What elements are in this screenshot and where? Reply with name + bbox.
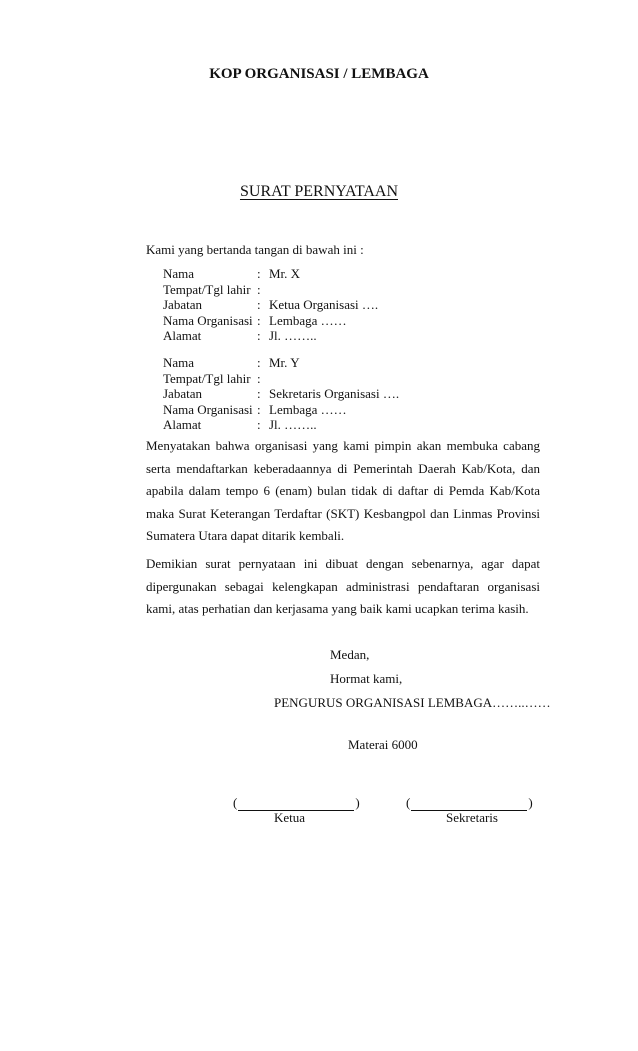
identity-value: Lembaga …… (269, 312, 347, 328)
identity-label: Alamat (163, 417, 202, 433)
identity-row (163, 371, 399, 387)
document-title-text: SURAT PERNYATAAN (239, 183, 398, 200)
identity-row (163, 355, 399, 371)
identity-colon: : (257, 297, 261, 313)
letterhead-placeholder: KOP ORGANISASI / LEMBAGA (209, 66, 429, 82)
identity-label: Nama Organisasi (163, 312, 253, 328)
ketua-label: Ketua (274, 810, 306, 825)
signature-organization: PENGURUS ORGANISASI LEMBAGA……..…… (274, 695, 551, 710)
signature-place: Medan, (330, 647, 370, 662)
ketua-signature-line (233, 795, 360, 811)
identity-label: Nama Organisasi (163, 401, 253, 417)
sekretaris-signature-line (406, 795, 533, 811)
identity-block-1 (163, 266, 378, 344)
identity-colon: : (257, 266, 261, 281)
identity-row (163, 313, 378, 329)
identity-value: Lembaga …… (269, 401, 347, 417)
intro-text: Kami yang bertanda tangan di bawah ini : (146, 242, 364, 257)
open-bracket: ( (233, 795, 238, 810)
identity-value: Mr. Y (269, 355, 300, 370)
identity-value: Mr. X (269, 266, 301, 281)
identity-colon: : (257, 401, 261, 417)
open-bracket: ( (406, 795, 411, 810)
identity-value: Jl. …….. (269, 417, 317, 433)
signature-regards: Hormat kami, (330, 671, 403, 686)
identity-row (163, 297, 378, 313)
identity-block-2 (163, 355, 399, 433)
identity-row (163, 402, 399, 418)
identity-row (163, 417, 399, 433)
identity-value: Sekretaris Organisasi …. (269, 386, 400, 402)
identity-value: Jl. …….. (269, 328, 317, 344)
identity-colon: : (257, 312, 261, 328)
close-bracket: ) (355, 795, 360, 810)
sekretaris-label: Sekretaris (446, 810, 498, 825)
identity-row (163, 266, 378, 282)
identity-row (163, 282, 378, 298)
closing-paragraph: Demikian surat pernyataan ini dibuat dengan sebenarnya, agar dapat dipergunakan sebagai kelengkapan administrasi pendaftaran organisasi kami, atas perhatian dan kerjasama yang baik kami ucapkan terima kasih. (146, 556, 540, 616)
identity-colon: : (257, 281, 261, 297)
identity-colon: : (257, 417, 261, 433)
identity-colon: : (257, 328, 261, 344)
close-bracket: ) (528, 795, 533, 810)
identity-label: Jabatan (163, 297, 202, 313)
identity-colon: : (257, 370, 261, 386)
identity-label: Jabatan (163, 386, 202, 402)
identity-label: Nama (163, 266, 195, 281)
identity-label: Tempat/Tgl lahir (163, 370, 251, 386)
stamp-duty-placeholder: Materai 6000 (348, 737, 418, 752)
identity-label: Nama (163, 355, 195, 370)
identity-row (163, 328, 378, 344)
identity-value: Ketua Organisasi …. (269, 297, 379, 313)
identity-colon: : (257, 355, 261, 370)
document-title (0, 183, 638, 201)
identity-row (163, 386, 399, 402)
identity-label: Alamat (163, 328, 202, 344)
identity-colon: : (257, 386, 261, 402)
statement-paragraph: Menyatakan bahwa organisasi yang kami pimpin akan membuka cabang serta mendaftarkan keberadaannya di Pemerintah Daerah Kab/Kota, dan apabila dalam tempo 6 (enam) bulan tidak di daftar di Pemda Kab/Kota maka Surat Keterangan Terdaftar (SKT) Kesbangpol dan Linmas Provinsi Sumatera Utara dapat ditarik kembali. (146, 438, 540, 543)
identity-label: Tempat/Tgl lahir (163, 281, 251, 297)
